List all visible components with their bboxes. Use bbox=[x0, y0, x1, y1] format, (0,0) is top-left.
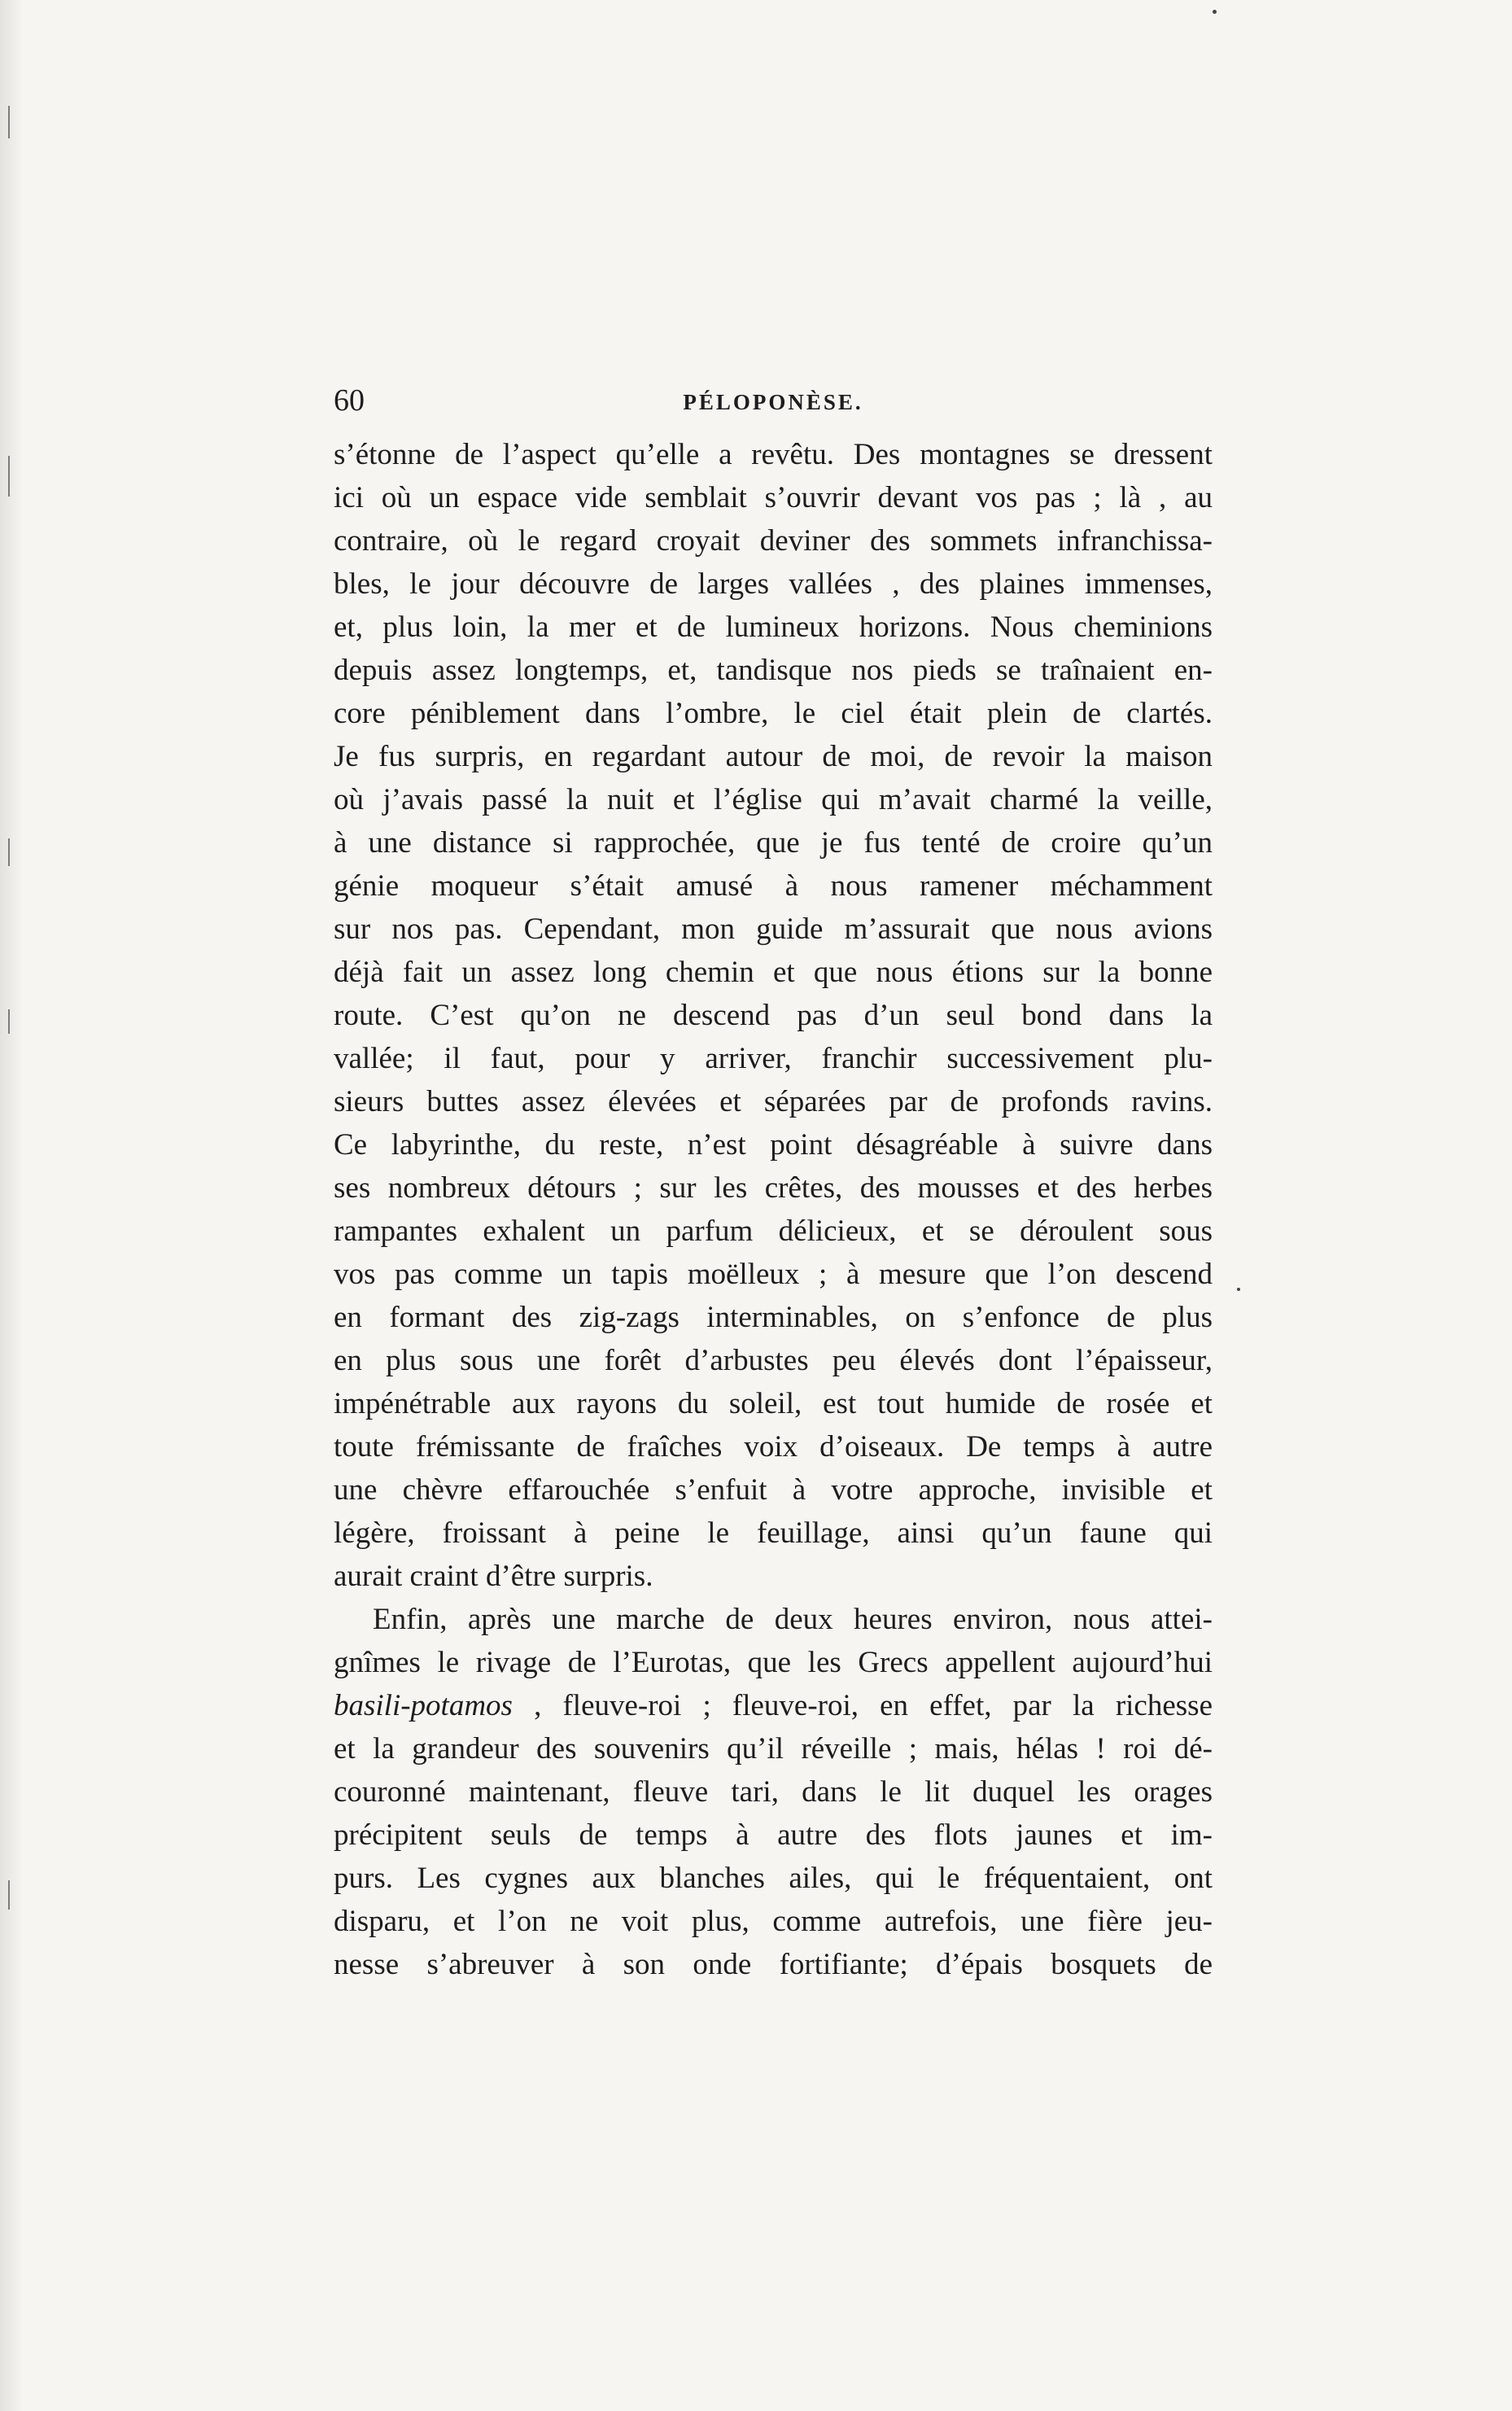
text-line: purs. Les cygnes aux blanches ailes, qui le fréquentaient, ont bbox=[334, 1862, 1213, 1895]
text-line: précipitent seuls de temps à autre des flots jaunes et im- bbox=[334, 1818, 1213, 1852]
text-line: core péniblement dans l’ombre, le ciel était plein de clartés. bbox=[334, 697, 1213, 730]
running-title: PÉLOPONÈSE. bbox=[683, 390, 863, 414]
scan-speck bbox=[1213, 10, 1217, 14]
edge-mark bbox=[8, 1009, 10, 1034]
text-line: où j’avais passé la nuit et l’église qui m’avait charmé la veille, bbox=[334, 783, 1213, 816]
italic-term: basili-potamos bbox=[334, 1689, 513, 1722]
text-line: depuis assez longtemps, et, tandisque nos pieds se traînaient en- bbox=[334, 654, 1213, 687]
text-line: aurait craint d’être surpris. bbox=[334, 1560, 653, 1593]
text-line: génie moqueur s’était amusé à nous ramener méchamment bbox=[334, 869, 1213, 903]
text-line: Je fus surpris, en regardant autour de moi, de revoir la maison bbox=[334, 740, 1213, 773]
text-line: déjà fait un assez long chemin et que nous étions sur la bonne bbox=[334, 956, 1213, 989]
text-line: route. C’est qu’on ne descend pas d’un seul bond dans la bbox=[334, 999, 1213, 1032]
text-line: Enfin, après une marche de deux heures environ, nous attei- bbox=[373, 1603, 1213, 1636]
edge-mark bbox=[8, 106, 10, 138]
page-number: 60 bbox=[334, 383, 365, 418]
paragraph-1 bbox=[334, 433, 1213, 1598]
text-line: à une distance si rapprochée, que je fus tenté de croire qu’un bbox=[334, 826, 1213, 860]
paragraph-2 bbox=[334, 1598, 1213, 1986]
text-line: gnîmes le rivage de l’Eurotas, que les Grecs appellent aujourd’hui bbox=[334, 1646, 1213, 1679]
text-line: contraire, où le regard croyait deviner des sommets infranchissa- bbox=[334, 524, 1213, 558]
text-line: et la grandeur des souvenirs qu’il réveille ; mais, hélas ! roi dé- bbox=[334, 1732, 1213, 1766]
text-line: vallée; il faut, pour y arriver, franchir successivement plu- bbox=[334, 1042, 1213, 1075]
edge-mark bbox=[8, 838, 10, 866]
text-line: Ce labyrinthe, du reste, n’est point désagréable à suivre dans bbox=[334, 1128, 1213, 1162]
text-line: sur nos pas. Cependant, mon guide m’assurait que nous avions bbox=[334, 912, 1213, 946]
text-line: ses nombreux détours ; sur les crêtes, des mousses et des herbes bbox=[334, 1171, 1213, 1205]
text-line: s’étonne de l’aspect qu’elle a revêtu. Des montagnes se dressent bbox=[334, 438, 1213, 471]
text-line: et, plus loin, la mer et de lumineux horizons. Nous cheminions bbox=[334, 610, 1213, 644]
text-line: en plus sous une forêt d’arbustes peu élevés dont l’épaisseur, bbox=[334, 1344, 1213, 1377]
text-line: couronné maintenant, fleuve tari, dans le lit duquel les orages bbox=[334, 1775, 1213, 1809]
text-line: sieurs buttes assez élevées et séparées par de profonds ravins. bbox=[334, 1085, 1213, 1118]
body-text bbox=[334, 433, 1213, 1986]
text-line: ici où un espace vide semblait s’ouvrir devant vos pas ; là , au bbox=[334, 481, 1213, 514]
text-line: bles, le jour découvre de larges vallées , des plaines immenses, bbox=[334, 567, 1213, 601]
text-fragment: , fleuve-roi ; fleuve-roi, en effet, par la richesse bbox=[512, 1689, 1213, 1722]
edge-mark bbox=[8, 1880, 10, 1910]
page-header bbox=[334, 376, 1213, 425]
scan-speck bbox=[1237, 1288, 1240, 1291]
text-line: impénétrable aux rayons du soleil, est tout humide de rosée et bbox=[334, 1387, 1213, 1420]
text-line: vos pas comme un tapis moëlleux ; à mesure que l’on descend bbox=[334, 1258, 1213, 1291]
text-line: en formant des zig-zags interminables, on s’enfonce de plus bbox=[334, 1301, 1213, 1334]
text-line bbox=[334, 1684, 1213, 1727]
text-line: rampantes exhalent un parfum délicieux, et se déroulent sous bbox=[334, 1214, 1213, 1248]
text-line: toute frémissante de fraîches voix d’oiseaux. De temps à autre bbox=[334, 1430, 1213, 1464]
scan-edge-shadow bbox=[0, 0, 23, 2411]
text-line: légère, froissant à peine le feuillage, ainsi qu’un faune qui bbox=[334, 1516, 1213, 1550]
text-line: nesse s’abreuver à son onde fortifiante; d’épais bosquets de bbox=[334, 1948, 1213, 1981]
edge-mark bbox=[8, 456, 10, 497]
text-line: une chèvre effarouchée s’enfuit à votre approche, invisible et bbox=[334, 1473, 1213, 1507]
text-line: disparu, et l’on ne voit plus, comme autrefois, une fière jeu- bbox=[334, 1905, 1213, 1938]
